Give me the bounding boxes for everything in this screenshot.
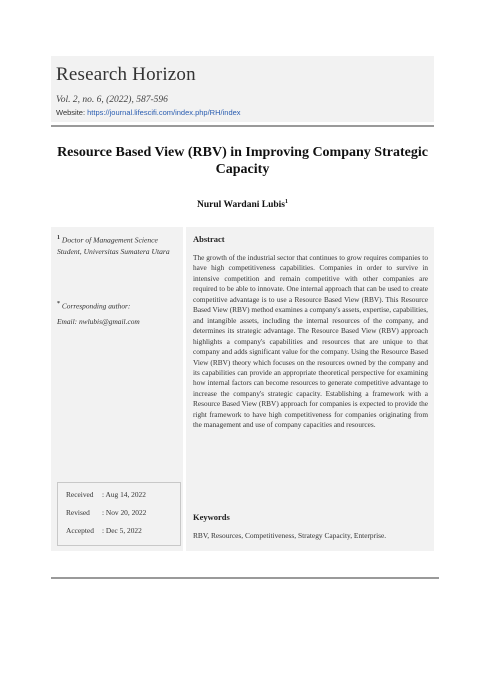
corresponding-label: Corresponding author: bbox=[61, 301, 131, 311]
corresponding-sup: * bbox=[57, 301, 60, 307]
received-row bbox=[66, 490, 146, 499]
corresponding-author bbox=[57, 296, 179, 330]
author-name: Nurul Wardani Lubis bbox=[196, 200, 285, 211]
accepted-row bbox=[66, 526, 142, 535]
revised-row bbox=[66, 508, 146, 517]
affiliation-text: Doctor of Management Science Student, Universitas Sumatera Utara bbox=[57, 235, 170, 256]
author-sup: 1 bbox=[285, 199, 288, 205]
abstract-text: The growth of the industrial sector that continues to grow requires companies to have high competitiveness capabilities. Companies in order to survive in intensive competition and remain competitive with other companies are required to be able to innovate. One internal approach that can be used to create competitive advantage is to use a Resource Based View (RBV). This Resource Based View (RBV) method examines a company's assets, expertise, capabilities, and intangible assets, including the internal resources of the company, and determines its strategic advantage. The Resource Based View (RBV) approach highlights a company's capabilities and resources that are unique to that company and adds significant value for the company. Using the Resource Based View (RBV) theory which focuses on the resources owned by the company and its capabilities can provide an appropriate theoretical perspective for examining how internal factors can become resources to generate competitive advantage to increase the company's strategic capacity. Establishing a framework with a Resource Based View (RBV) approach for companies is expected to provide the right framework to have high competitiveness for companies originating from the management and use of company capacities and resources. bbox=[193, 253, 428, 430]
revised-label: Revised bbox=[66, 508, 90, 517]
journal-issue: Vol. 2, no. 6, (2022), 587-596 bbox=[56, 95, 168, 105]
bottom-divider bbox=[51, 577, 439, 579]
journal-title: Research Horizon bbox=[56, 64, 196, 85]
paper-title: Resource Based View (RBV) in Improving Company Strategic Capacity bbox=[57, 145, 428, 177]
affiliation-sup: 1 bbox=[57, 235, 60, 241]
accepted-date: : Dec 5, 2022 bbox=[102, 526, 142, 535]
website-line bbox=[56, 108, 241, 117]
author-line bbox=[51, 199, 434, 210]
keywords-heading: Keywords bbox=[193, 512, 230, 522]
corresponding-email: Email: nwlubis@gmail.com bbox=[57, 317, 140, 327]
dates-box bbox=[57, 482, 181, 546]
received-date: : Aug 14, 2022 bbox=[102, 490, 146, 499]
accepted-label: Accepted bbox=[66, 526, 94, 535]
received-label: Received bbox=[66, 490, 94, 499]
revised-date: : Nov 20, 2022 bbox=[102, 508, 147, 517]
affiliation bbox=[57, 233, 179, 257]
header-divider bbox=[51, 125, 434, 127]
website-link[interactable]: https://journal.lifescifi.com/index.php/RH/index bbox=[87, 108, 241, 117]
keywords-text: RBV, Resources, Competitiveness, Strategy Capacity, Enterprise. bbox=[193, 531, 387, 540]
abstract-heading: Abstract bbox=[193, 234, 225, 244]
website-label: Website: bbox=[56, 108, 88, 117]
